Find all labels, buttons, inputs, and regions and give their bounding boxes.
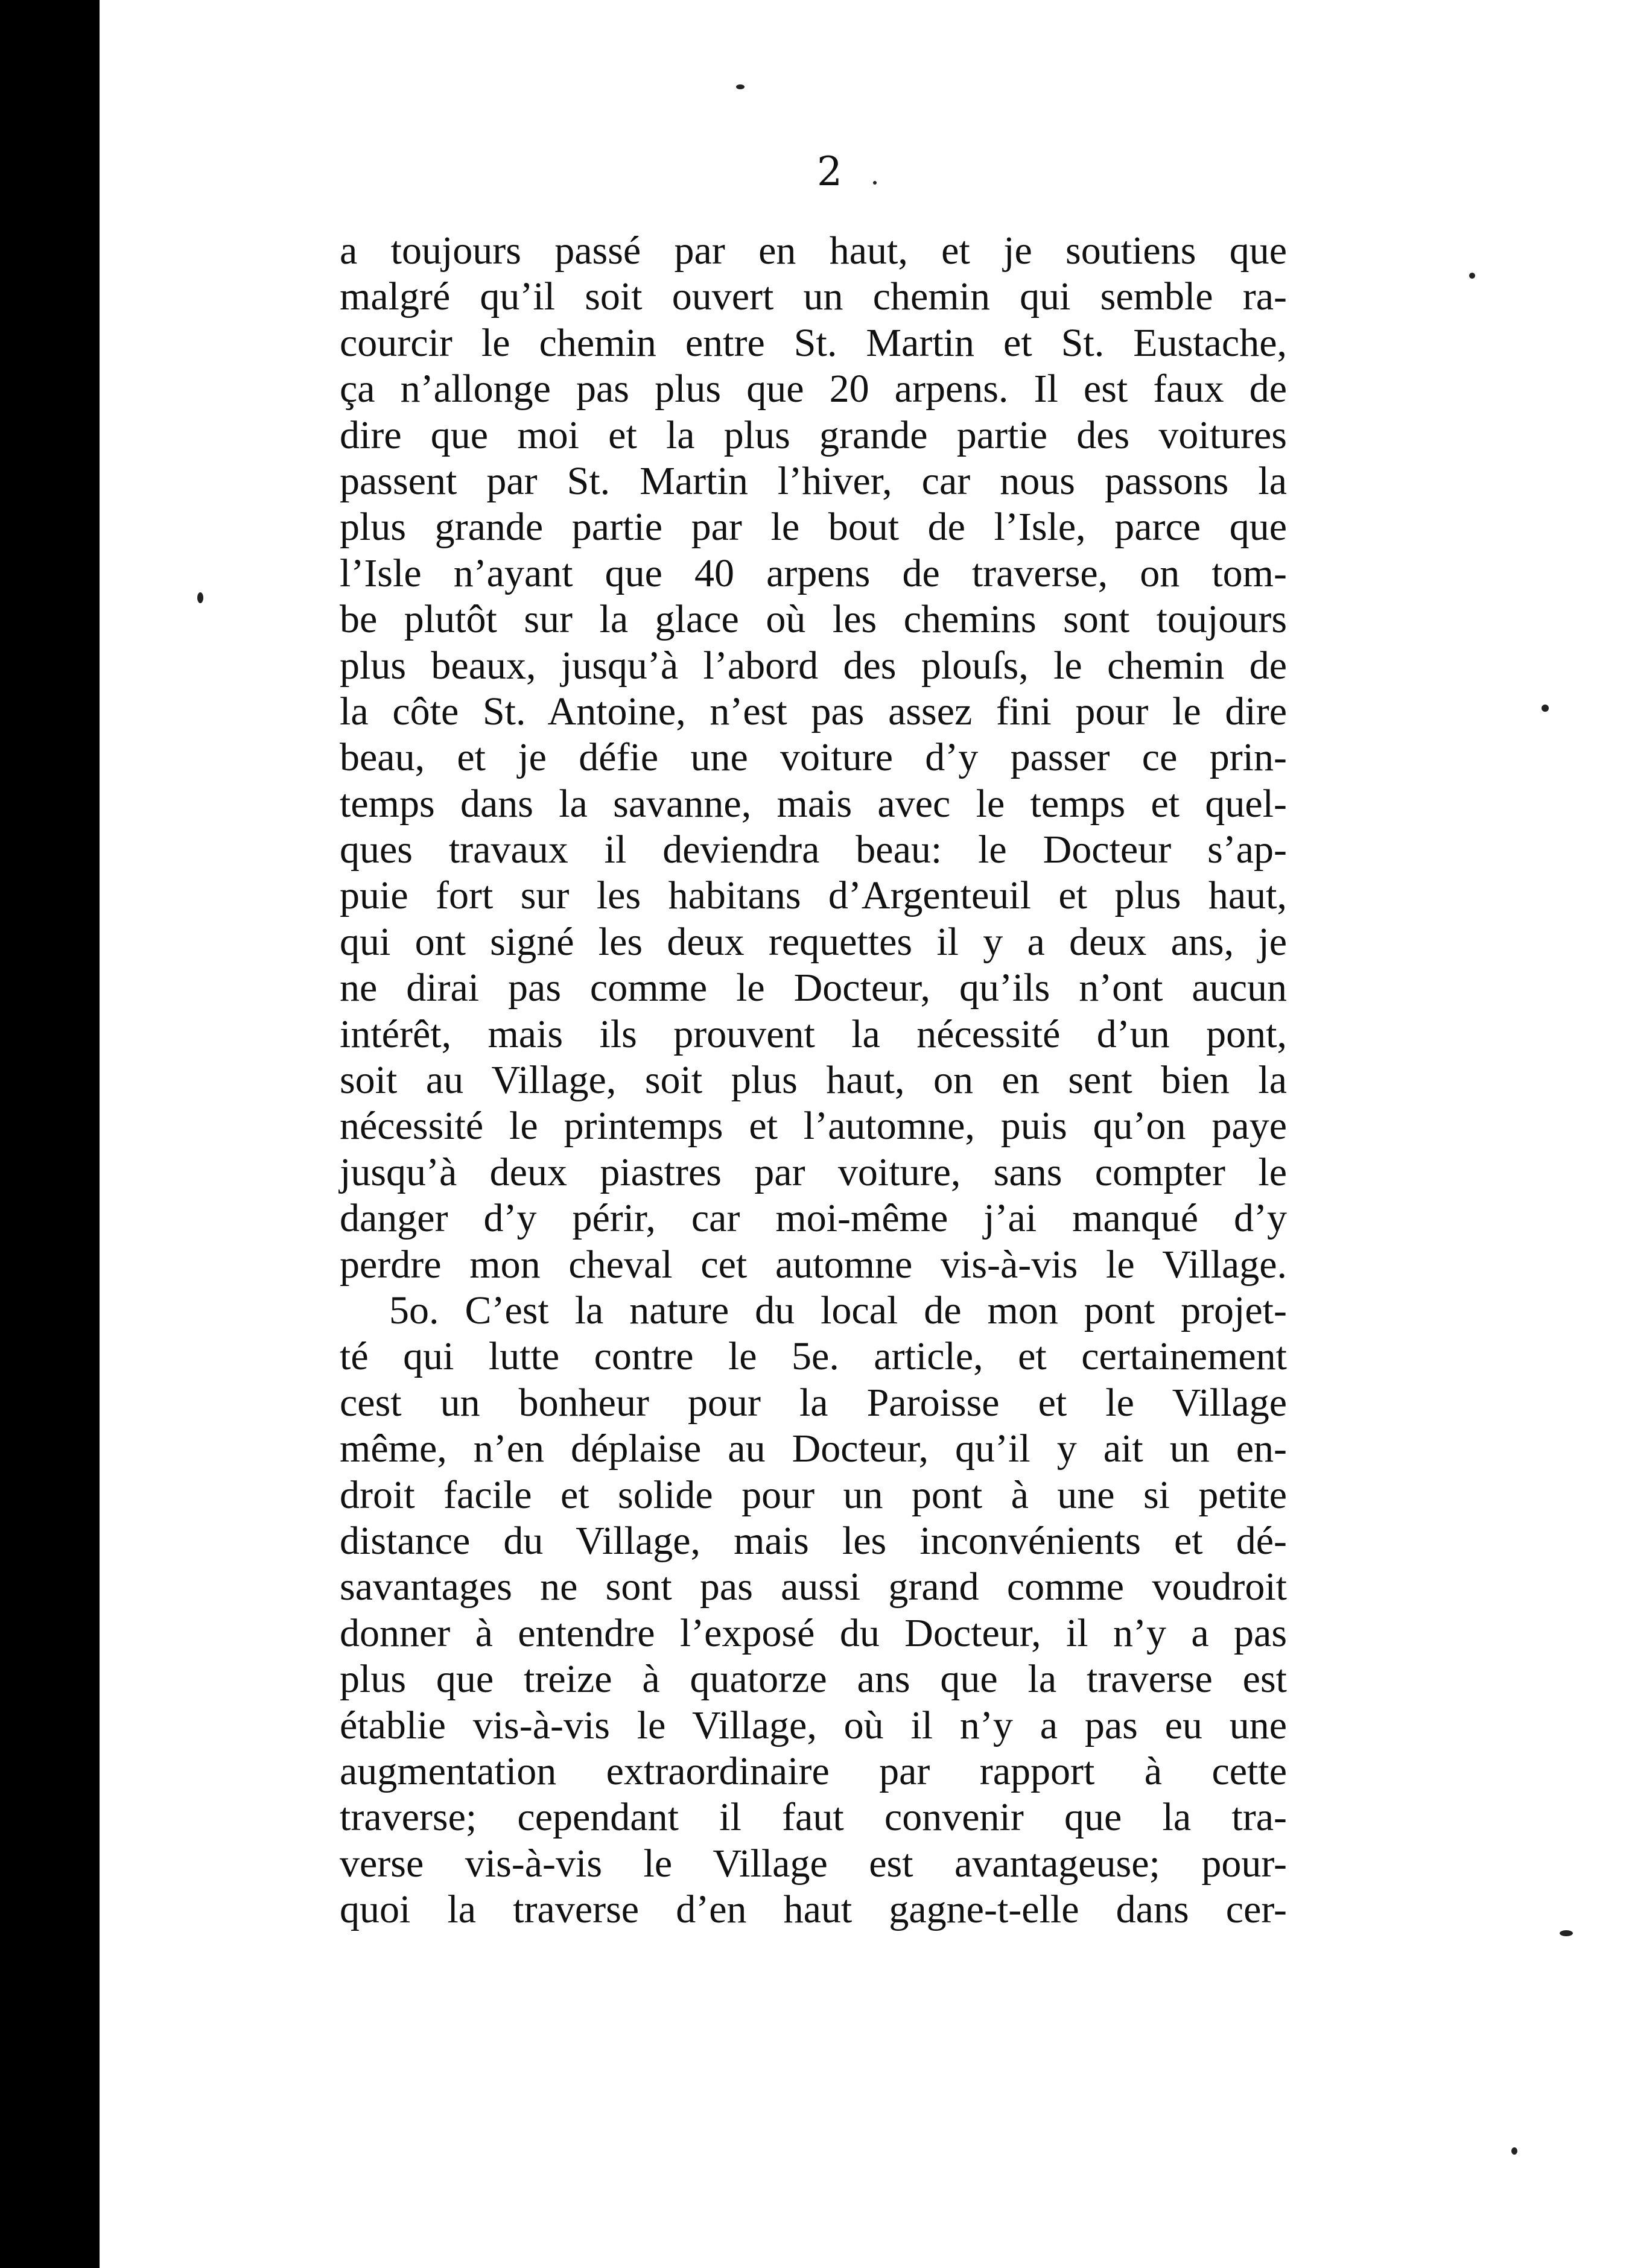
text-line: intérêt, mais ils prouvent la nécessité d’un pont, — [340, 1012, 1287, 1056]
scan-speck — [1542, 705, 1549, 712]
text-line: ça n’allonge pas plus que 20 arpens. Il est faux de — [340, 367, 1287, 411]
text-line: temps dans la savanne, mais avec le temps et quel- — [340, 781, 1287, 826]
scan-speck — [1511, 2147, 1517, 2155]
text-line: passent par St. Martin l’hiver, car nous passons la — [340, 458, 1287, 503]
text-line: qui ont signé les deux requettes il y a deux ans, je — [340, 919, 1287, 964]
text-line: plus beaux, jusqu’à l’abord des plouſs, le chemin de — [340, 643, 1287, 688]
text-line: augmentation extraordinaire par rapport à cette — [340, 1749, 1287, 1793]
text-line: perdre mon cheval cet automne vis-à-vis le Village. — [340, 1242, 1287, 1287]
text-line: courcir le chemin entre St. Martin et St. Eustache, — [340, 320, 1287, 365]
text-line: a toujours passé par en haut, et je soutiens que — [340, 229, 1287, 273]
text-line: l’Isle n’ayant que 40 arpens de traverse, on tom- — [340, 551, 1287, 595]
scan-speck — [873, 181, 877, 185]
text-line: nécessité le printemps et l’automne, puis qu’on paye — [340, 1104, 1287, 1148]
text-line: plus que treize à quatorze ans que la traverse est — [340, 1657, 1287, 1702]
text-line: té qui lutte contre le 5e. article, et certainement — [340, 1334, 1287, 1379]
text-line: verse vis-à-vis le Village est avantageuse; pour- — [340, 1841, 1287, 1886]
text-line: même, n’en déplaise au Docteur, qu’il y ait un en- — [340, 1427, 1287, 1471]
page-sheet — [100, 0, 1629, 2268]
text-line: cest un bonheur pour la Paroisse et le Village — [340, 1380, 1287, 1425]
text-line: la côte St. Antoine, n’est pas assez fini pour le dire — [340, 689, 1287, 733]
text-line: donner à entendre l’exposé du Docteur, il n’y a pas — [340, 1611, 1287, 1655]
scan-speck — [1469, 273, 1475, 279]
body-text — [340, 228, 1287, 1933]
text-line: soit au Village, soit plus haut, on en sent bien la — [340, 1058, 1287, 1103]
text-line: savantages ne sont pas aussi grand comme voudroit — [340, 1565, 1287, 1609]
text-line: malgré qu’il soit ouvert un chemin qui semble ra- — [340, 274, 1287, 319]
page-number: 2 — [817, 148, 842, 195]
text-line: ques travaux il deviendra beau: le Docteur s’ap- — [340, 828, 1287, 872]
scan-speck — [197, 592, 203, 603]
text-line: quoi la traverse d’en haut gagne-t-elle dans cer- — [340, 1887, 1287, 1932]
text-line: ne dirai pas comme le Docteur, qu’ils n’ont aucun — [340, 966, 1287, 1010]
text-line: beau, et je défie une voiture d’y passer ce prin- — [340, 735, 1287, 780]
text-line: plus grande partie par le bout de l’Isle, parce que — [340, 505, 1287, 550]
text-line: be plutôt sur la glace où les chemins sont toujours — [340, 597, 1287, 642]
text-line: dire que moi et la plus grande partie des voitures — [340, 413, 1287, 457]
scan-speck — [1560, 1930, 1573, 1936]
text-line: droit facile et solide pour un pont à une si petite — [340, 1472, 1287, 1517]
text-line: jusqu’à deux piastres par voiture, sans compter le — [340, 1150, 1287, 1194]
text-line: danger d’y périr, car moi-même j’ai manqué d’y — [340, 1196, 1287, 1241]
scan-speck — [736, 84, 745, 89]
text-line: puie fort sur les habitans d’Argenteuil et plus haut, — [340, 873, 1287, 918]
text-line: traverse; cependant il faut convenir que la tra- — [340, 1795, 1287, 1840]
text-line: 5o. C’est la nature du local de mon pont projet- — [389, 1288, 1287, 1332]
text-line: établie vis-à-vis le Village, où il n’y a pas eu une — [340, 1703, 1287, 1747]
text-line: distance du Village, mais les inconvénients et dé- — [340, 1518, 1287, 1563]
